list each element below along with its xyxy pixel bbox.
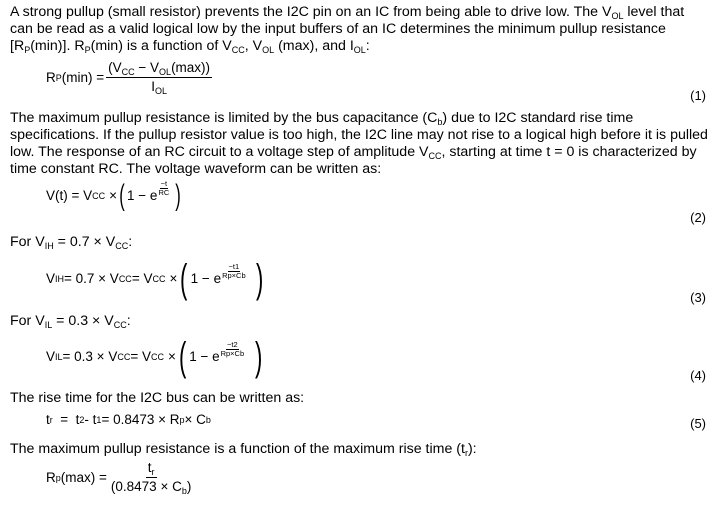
equation-1: [0, 60, 720, 106]
equation-2: [0, 180, 720, 224]
equation-4: [0, 334, 720, 384]
voltage-waveform-formula: V(t) = V CC × ( 1 − e −t RC ): [46, 179, 182, 212]
rp-max-formula: R p (max) = $\frac{t_r}{(0.8473 \times C_b)}$: [46, 460, 192, 496]
equation-5: [0, 408, 720, 434]
equation-6: [0, 460, 720, 510]
rise-time-intro: The rise time for the I2C bus can be written as:: [10, 390, 305, 406]
vil-formula: V IL = 0.3 × V CC = V CC × ( 1 − e −t2 Rp×Cb ): [46, 335, 262, 379]
rc-paragraph: The maximum pullup resistance is limited by the bus capacitance $(C_b)$ due to I2C standard rise time specifications. If the pullup resistor value is too high, the I2C line may not rise to a logical high before it is pulled low. The response of an RC circuit to a voltage step of amplitude $V_{CC}$, starting at time t = 0 is characterized by time constant RC. The voltage waveform can be written as:: [10, 110, 708, 177]
max-pullup-intro: The maximum pullup resistance is a function of the maximum rise time $(t_r)$:: [10, 441, 477, 458]
equation-number-3: (3): [690, 290, 706, 305]
rp-min-formula: R P (min) = $\frac{(V_{CC} - V_{OL}(\max))}{I_{OL}}$: [46, 60, 211, 96]
intro-paragraph: A strong pullup (small resistor) prevents the I2C pin on an IC from being able to drive low. The $V_{OL}$ level that can be read as a valid logical low by the input buffers of an IC determines the minimum pullup resistance $[R_P(\min)]$. $R_P(\min)$ is a function of $V_{CC}$, $V_{OL}$ (max), and $I_{OL}$:: [10, 4, 685, 55]
rp-min-fraction: $\frac{(V_{CC} - V_{OL}(\max))}{I_{OL}}$: [108, 60, 211, 96]
for-vih-label: For $V_{IH} = 0.7 \times V_{CC}$:: [10, 234, 133, 251]
equation-number-5: (5): [690, 416, 706, 431]
for-vil-label: For $V_{IL} = 0.3 \times V_{CC}$:: [10, 313, 131, 330]
equation-number-4: (4): [690, 368, 706, 383]
equation-3: [0, 256, 720, 306]
rise-time-formula: t r = t 2 - t 1 = 0.8473 × R p × C b: [46, 412, 211, 427]
rp-max-fraction: $\frac{t_r}{(0.8473 \times C_b)}$: [110, 460, 192, 496]
equation-number-1: (1): [690, 88, 706, 103]
equation-number-2: (2): [690, 210, 706, 225]
vih-formula: V IH = 0.7 × V CC = V CC × ( 1 − e −t1 Rp×Cb ): [46, 257, 264, 301]
